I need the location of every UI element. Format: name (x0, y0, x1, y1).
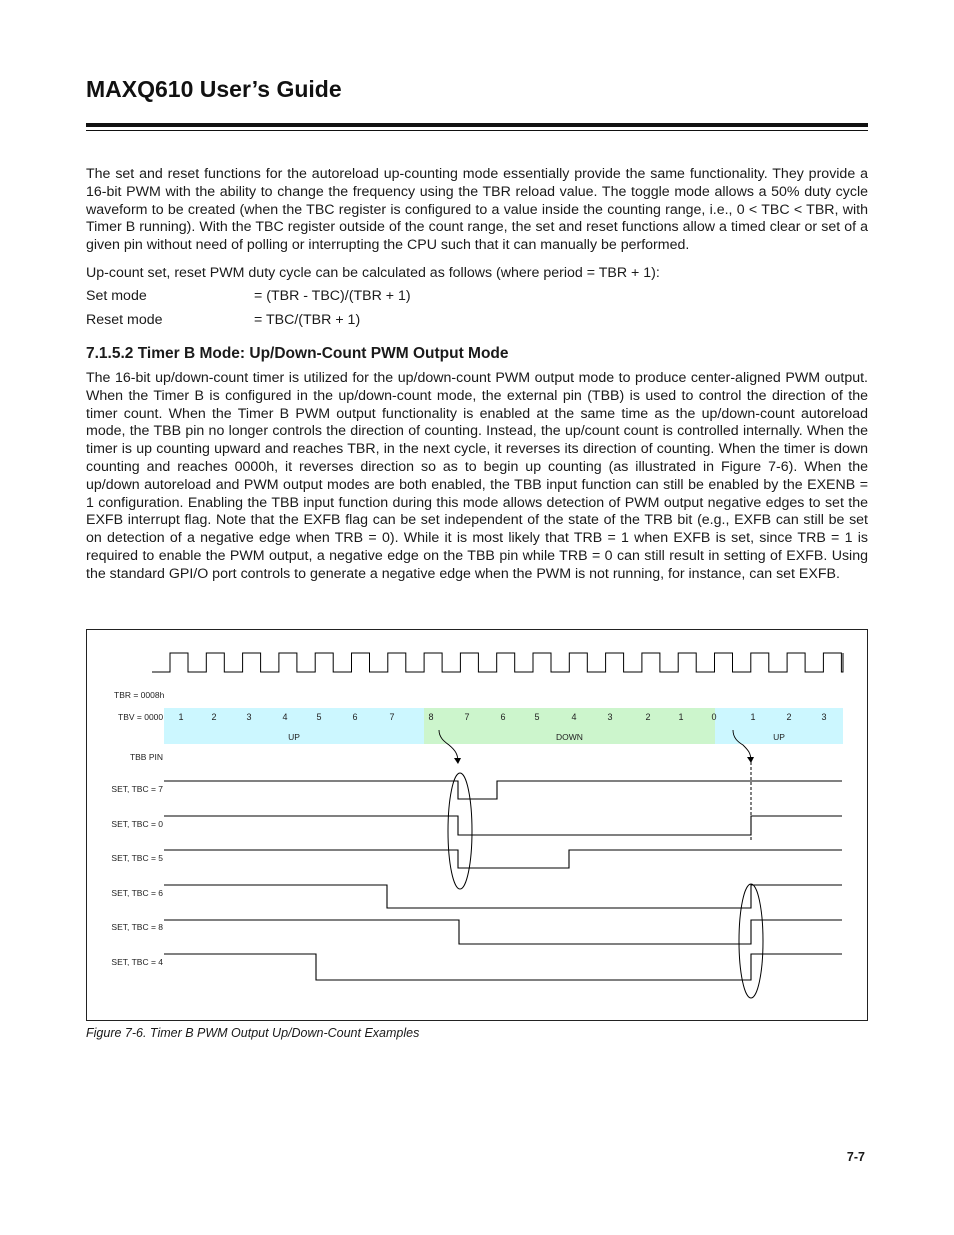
tbv-label: TBV = 0000 (118, 712, 164, 722)
signal-label: SET, TBC = 7 (111, 784, 163, 794)
formula-expression: = (TBR - TBC)/(TBR + 1) (254, 288, 411, 304)
header-rule-thick (86, 123, 868, 127)
tbr-label: TBR = 0008h (114, 690, 165, 700)
count-value: 3 (821, 712, 827, 722)
count-value: 1 (750, 712, 756, 722)
signal-label: TBB PIN (129, 752, 163, 762)
count-value: 8 (428, 712, 434, 722)
wave-set-tbc-5 (164, 850, 842, 868)
wave-set-tbc-0 (164, 816, 842, 835)
edge-highlight-ellipse (448, 773, 472, 889)
header-rule-thin (86, 130, 868, 131)
page-title: MAXQ610 User’s Guide (86, 76, 342, 102)
paragraph-up-down-count-mode: The 16-bit up/down-count timer is utilized for the up/down-count PWM output mode to produce center-aligned PWM output. When the Timer B is configured in the up/down-count mode, the external pin (TBB) is used to control the direction of the timer count. When the Timer B PWM output functionality is enabled at the same time as the up/down-count autoreload mode, the TBB pin no longer controls the direction of counting. Instead, the up/count count is controlled internally. When the timer is up counting upward and reaches TBR, in the next cycle, it reverses its direction of counting. When the timer is down counting and reaches 0000h, it reverses direction so as to begin up counting (as illustrated in Figure 7-6). When the up/down autoreload and PWM output modes are both enabled, the TBB input function can still be enabled by the EXENB = 1 configuration. Enabling the TBB input function during this mode allows detection of PWM output negative edges to set the EXFB interrupt flag. Note that the EXFB flag can be set independent of the state of the TRB bit (e.g., EXFB can still be set on detection of a negative edge when TRB = 0). While it is most likely that TRB = 1 when EXFB is set, since TRB = 1 is required to enable the PWM output, a negative edge on the TBB pin while TRB = 0 can still result in setting of EXFB. Using the standard GPI/O port controls to generate a negative edge when the PWM is not running, for instance, can set EXFB. (86, 370, 868, 582)
timing-diagram-figure (86, 629, 868, 1021)
phase-label: DOWN (556, 732, 583, 742)
wave-set-tbc-8 (164, 920, 842, 944)
wave-set-tbc-6 (164, 885, 842, 908)
signal-label: SET, TBC = 5 (111, 853, 163, 863)
signal-label: SET, TBC = 6 (111, 888, 163, 898)
page-number: 7-7 (846, 1150, 865, 1164)
formula-set-mode (86, 288, 411, 306)
count-value: 6 (500, 712, 506, 722)
count-value: 3 (246, 712, 252, 722)
count-value: 2 (645, 712, 651, 722)
paragraph-duty-cycle-intro: Up-count set, reset PWM duty cycle can be calculated as follows (where period = TBR + 1): (86, 265, 660, 281)
count-value: 4 (571, 712, 577, 722)
signal-label: SET, TBC = 8 (111, 922, 163, 932)
count-value: 1 (178, 712, 184, 722)
figure-caption: Figure 7-6. Timer B PWM Output Up/Down-Count Examples (86, 1026, 420, 1040)
count-value: 5 (316, 712, 322, 722)
arrow-head (454, 758, 461, 764)
clock-waveform (152, 653, 843, 672)
count-value: 0 (711, 712, 717, 722)
formula-reset-mode (86, 312, 360, 330)
formula-label: Reset mode (86, 312, 163, 328)
count-value: 7 (464, 712, 470, 722)
formula-expression: = TBC/(TBR + 1) (254, 312, 361, 328)
timing-diagram (87, 630, 867, 1020)
formula-label: Set mode (86, 288, 147, 304)
count-value: 1 (678, 712, 684, 722)
signal-label: SET, TBC = 4 (111, 957, 163, 967)
count-value: 2 (211, 712, 217, 722)
paragraph-set-reset-functions: The set and reset functions for the autoreload up-counting mode essentially provide the same functionality. They provide a 16-bit PWM with the ability to change the frequency using the TBR reload value. The toggle mode allows a 50% duty cycle waveform to be created (when the TBC register is configured to a value inside the counting range, i.e., 0 < TBC < TBR, with Timer B running). With the TBC register outside of the count range, the set and reset functions allow a timed clear or set of a given pin without need of polling or interrupting the CPU such that it can manually be performed. (86, 166, 868, 254)
count-value: 6 (352, 712, 358, 722)
count-value: 5 (534, 712, 540, 722)
count-value: 2 (786, 712, 792, 722)
count-value: 3 (607, 712, 613, 722)
phase-label: UP (773, 732, 785, 742)
wave-set-tbc-7 (164, 781, 842, 799)
signal-label: SET, TBC = 0 (111, 819, 163, 829)
count-value: 7 (389, 712, 395, 722)
section-heading: 7.1.5.2 Timer B Mode: Up/Down-Count PWM Output Mode (86, 345, 509, 362)
phase-label: UP (288, 732, 300, 742)
count-value: 4 (282, 712, 288, 722)
